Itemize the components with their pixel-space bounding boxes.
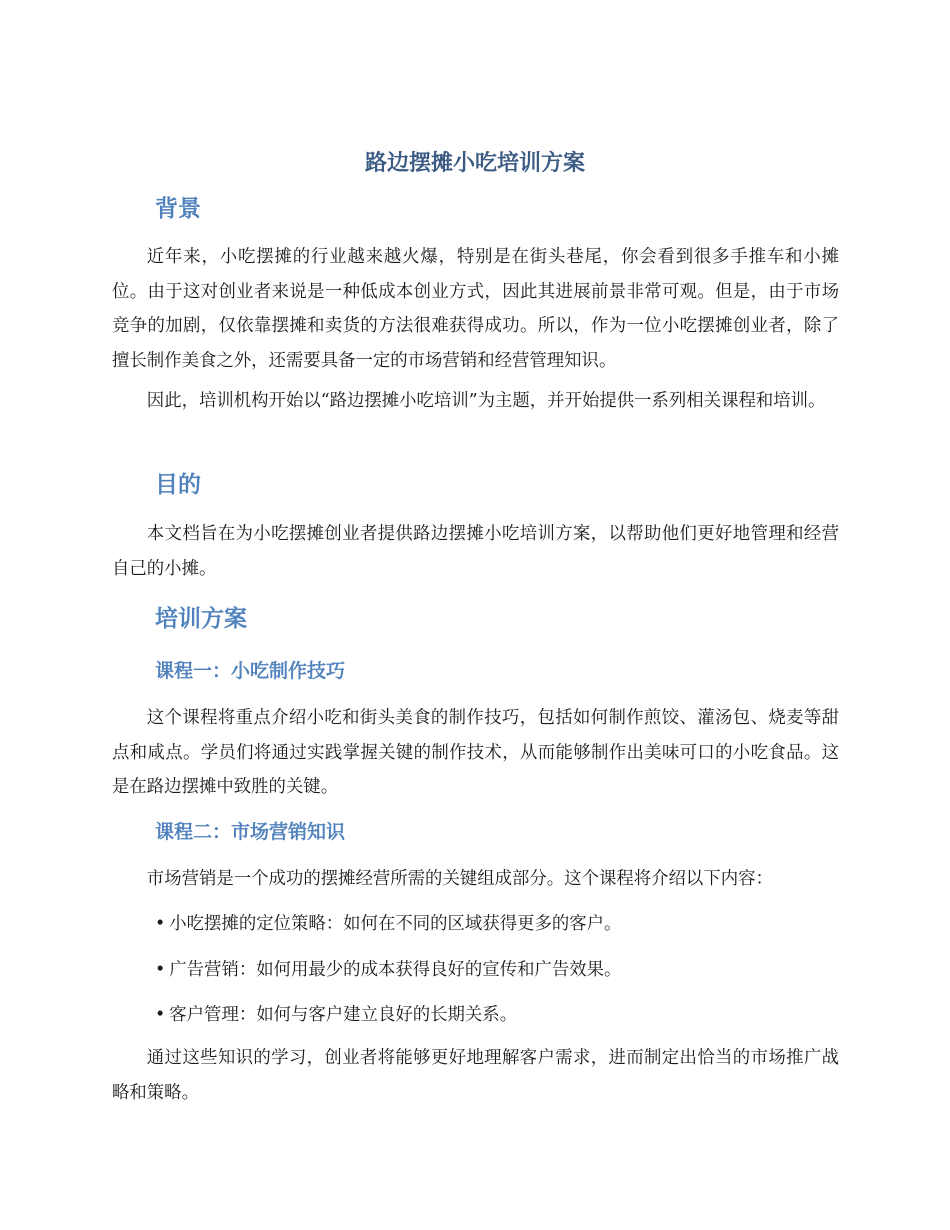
course2-closing: 通过这些知识的学习，创业者将能够更好地理解客户需求，进而制定出恰当的市场推广战略和策略。: [112, 1048, 839, 1103]
bullet-marker: •: [155, 960, 166, 980]
section-heading-purpose: 目的: [155, 472, 201, 498]
background-paragraph-2: 因此，培训机构开始以“路边摆摊小吃培训”为主题，并开始提供一系列相关课程和培训。: [146, 391, 826, 411]
background-paragraph-1: 近年来，小吃摆摊的行业越来越火爆，特别是在街头巷尾，你会看到很多手推车和小摊位。由于这对创业者来说是一种低成本创业方式，因此其进展前景非常可观。但是，由于市场竞争的加剧，仅依靠摆摊和卖货的方法很难获得成功。所以，作为一位小吃摆摊创业者，除了擅长制作美食之外，还需要具备一定的市场营销和经营管理知识。: [112, 247, 839, 371]
bullet-text: 小吃摆摊的定位策略：如何在不同的区域获得更多的客户。: [169, 914, 622, 934]
course2-bullet-3: [155, 1002, 517, 1028]
bullet-text: 广告营销：如何用最少的成本获得良好的宣传和广告效果。: [169, 960, 622, 980]
course1-paragraph: 这个课程将重点介绍小吃和街头美食的制作技巧，包括如何制作煎饺、灌汤包、烧麦等甜点和咸点。学员们将通过实践掌握关键的制作技术，从而能够制作出美味可口的小吃食品。这是在路边摆摊中致胜的关键。: [112, 708, 839, 797]
course1-heading: 课程一：小吃制作技巧: [155, 660, 346, 682]
bullet-marker: •: [155, 914, 166, 934]
course2-intro: 市场营销是一个成功的摆摊经营所需的关键组成部分。这个课程将介绍以下内容：: [146, 869, 773, 889]
section-heading-background: 背景: [155, 196, 201, 222]
bullet-text: 客户管理：如何与客户建立良好的长期关系。: [169, 1005, 518, 1025]
document-title: 路边摆摊小吃培训方案: [364, 151, 585, 176]
course2-heading: 课程二：市场营销知识: [155, 821, 346, 843]
course2-bullet-1: [155, 911, 621, 937]
bullet-marker: •: [155, 1005, 166, 1025]
section-heading-plan: 培训方案: [155, 606, 247, 632]
purpose-paragraph: 本文档旨在为小吃摆摊创业者提供路边摆摊小吃培训方案，以帮助他们更好地管理和经营自己的小摊。: [112, 524, 839, 579]
course2-bullet-2: [155, 957, 621, 983]
